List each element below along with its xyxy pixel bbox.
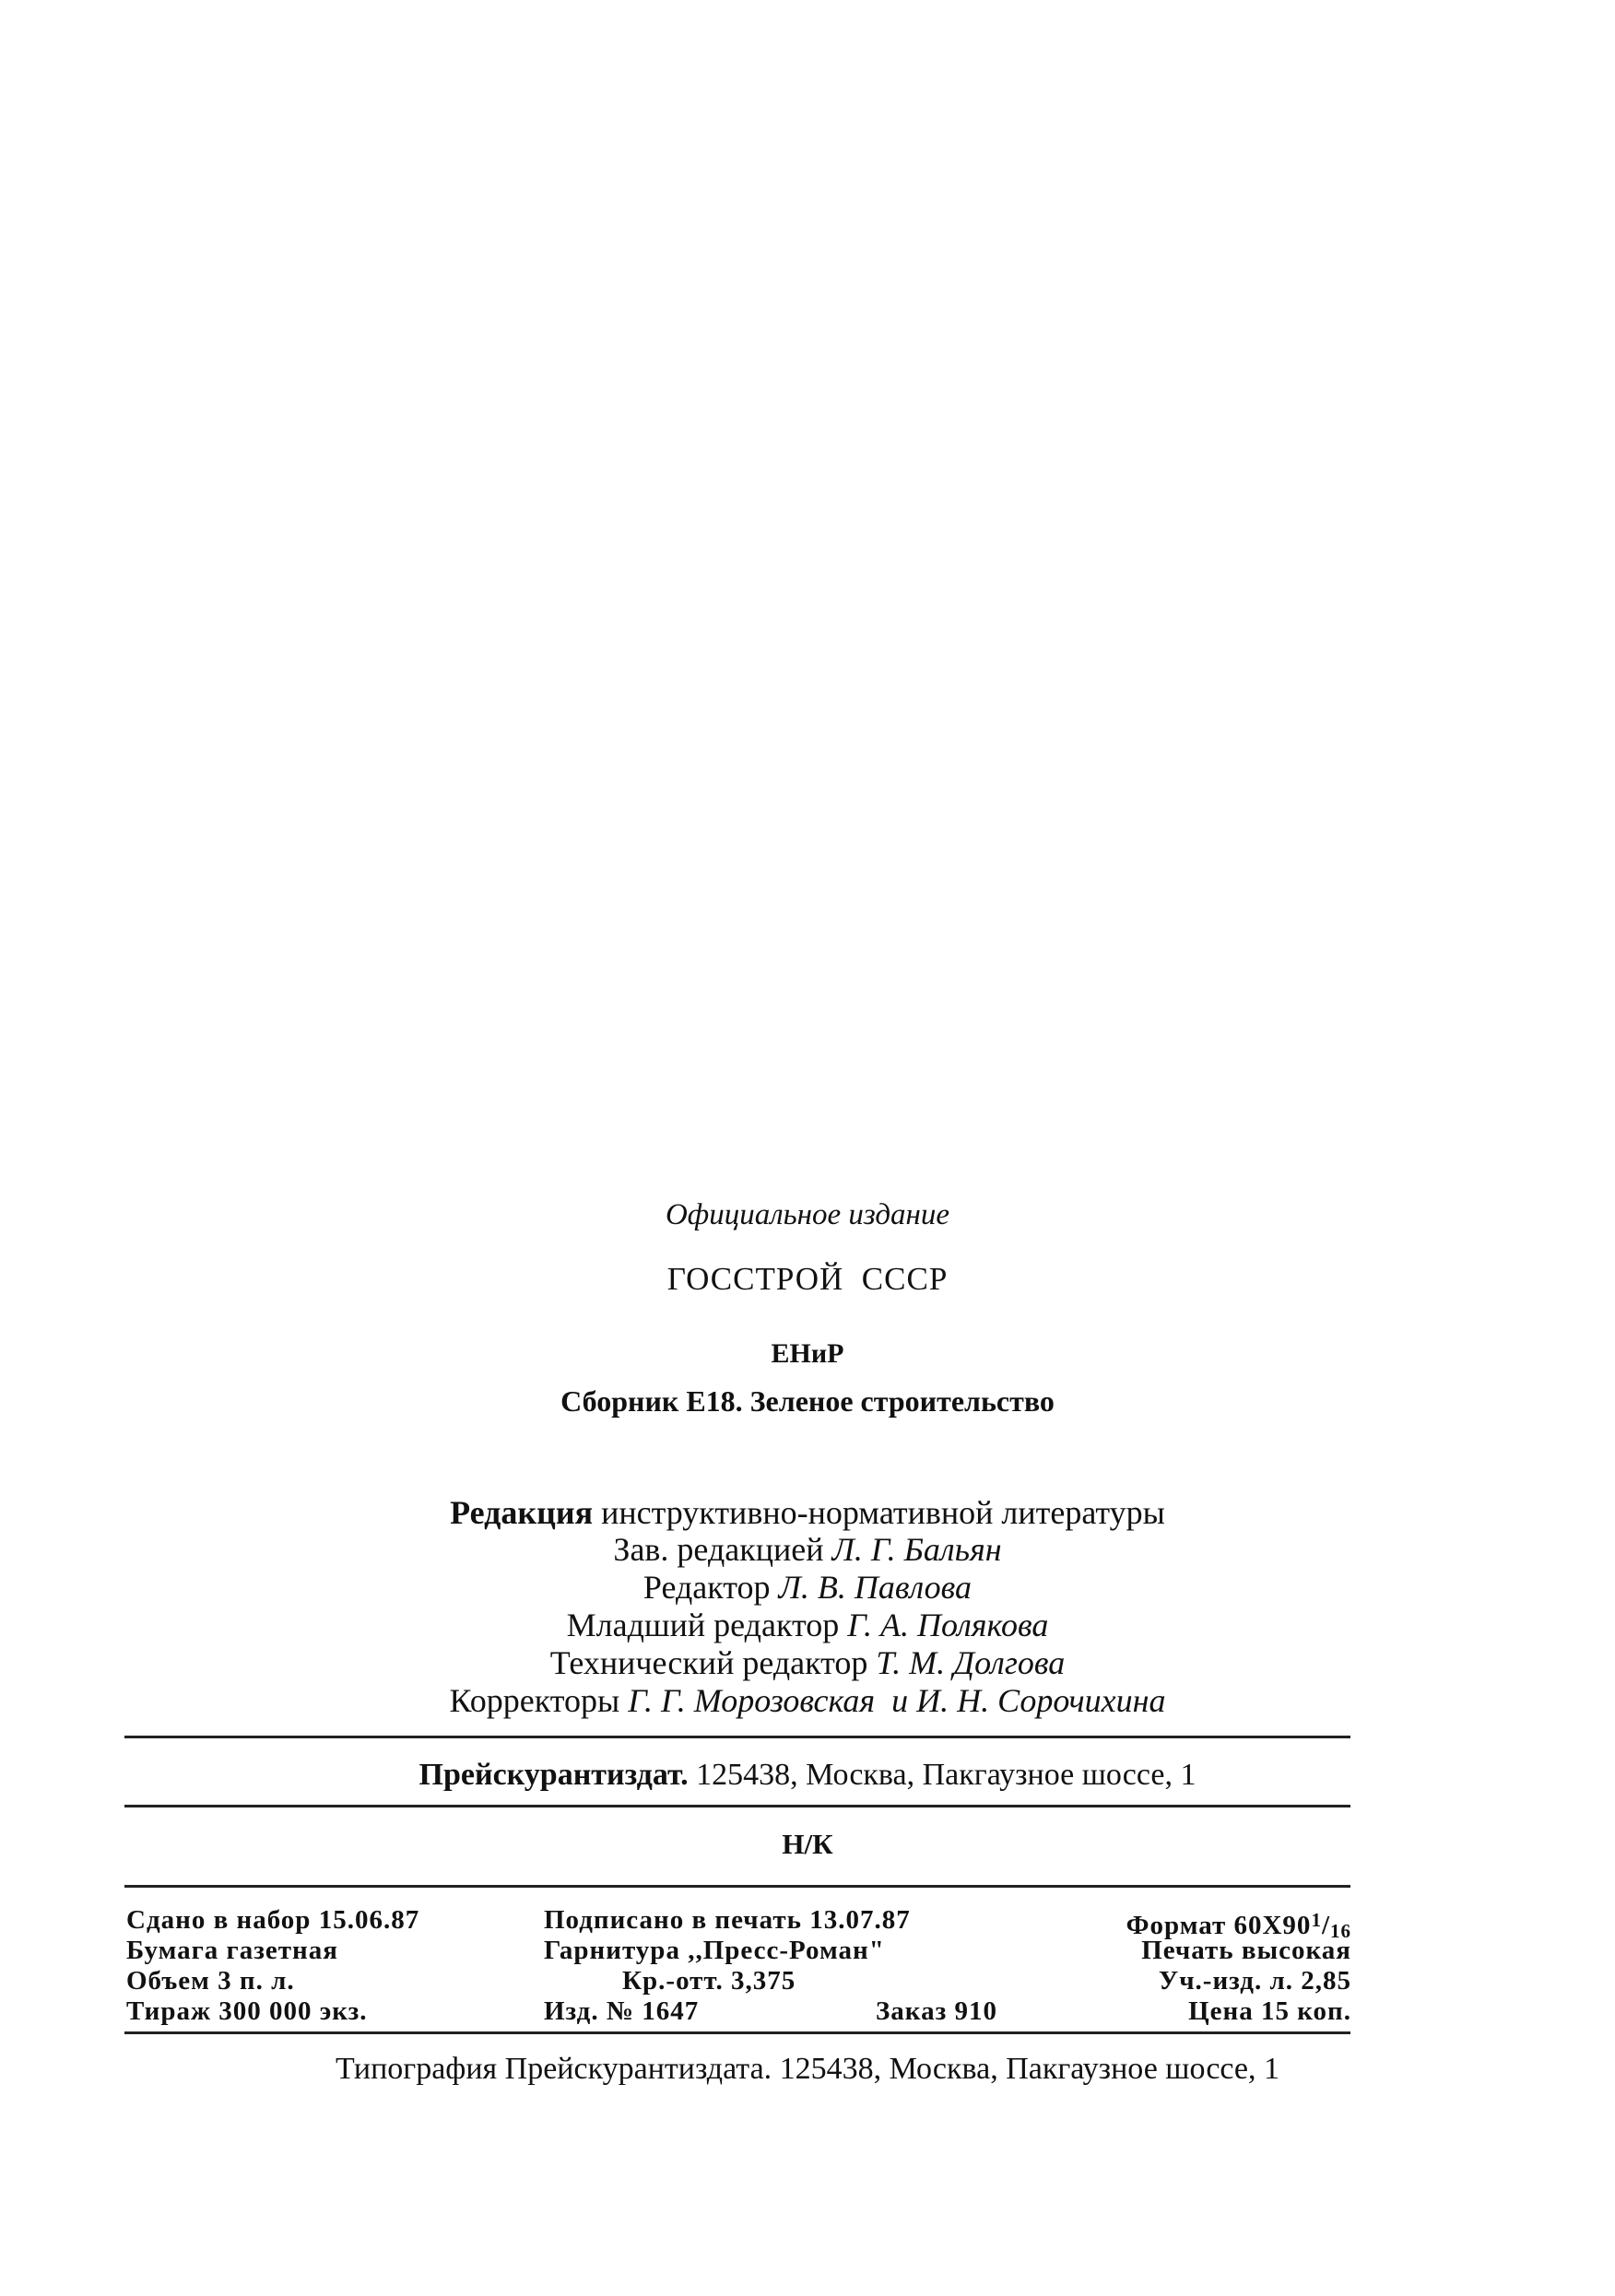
credit-name: Г. А. Полякова bbox=[847, 1607, 1049, 1643]
imprint-column-right bbox=[1023, 1906, 1351, 2028]
imprint-volume: Объем 3 п. л. bbox=[126, 1966, 295, 1996]
fraction-slash: / bbox=[1321, 1911, 1330, 1940]
credit-role: Редактор bbox=[642, 1569, 779, 1606]
imprint-typeset-date: Сдано в набор 15.06.87 bbox=[126, 1905, 420, 1935]
divider bbox=[124, 1885, 1350, 1888]
credit-name: Г. Г. Морозовская и И. Н. Сорочихина bbox=[628, 1682, 1166, 1719]
publisher-address: 125438, Москва, Пакгаузное шоссе, 1 bbox=[688, 1758, 1197, 1792]
divider bbox=[124, 1736, 1350, 1738]
credit-role: Технический редактор bbox=[549, 1644, 877, 1681]
editorial-office-line bbox=[0, 1493, 1615, 1532]
imprint-column-left bbox=[126, 1906, 513, 2028]
imprint-color-prints: Кр.-отт. 3,375 bbox=[622, 1966, 796, 1996]
imprint-edition-number: Изд. № 1647 bbox=[544, 1996, 700, 2026]
imprint-edition-row bbox=[544, 1997, 1023, 2028]
publisher-name: Прейскурантиздат. bbox=[418, 1758, 689, 1792]
editorial-office-bold: Редакция bbox=[450, 1494, 594, 1531]
imprint-order-number: Заказ 910 bbox=[876, 1996, 997, 2026]
credit-junior-editor bbox=[0, 1606, 1615, 1644]
credit-role: Корректоры bbox=[449, 1682, 629, 1719]
imprint-paper: Бумага газетная bbox=[126, 1936, 338, 1965]
credit-name: Т. М. Долгова bbox=[876, 1644, 1066, 1681]
imprint-print-run: Тираж 300 000 экз. bbox=[126, 1996, 368, 2026]
imprint-typeface: Гарнитура ,,Пресс-Роман" bbox=[544, 1936, 885, 1965]
imprint-printing-method: Печать высокая bbox=[1141, 1936, 1351, 1965]
credit-role: Зав. редакцией bbox=[613, 1531, 832, 1568]
printer-line: Типография Прейскурантиздата. 125438, Москва, Пакгаузное шоссе, 1 bbox=[335, 2052, 1280, 2086]
imprint-signed-date: Подписано в печать 13.07.87 bbox=[544, 1905, 911, 1935]
imprint-format bbox=[1023, 1906, 1351, 1942]
series-title: ЕНиР bbox=[771, 1338, 844, 1369]
credit-name: Л. Г. Бальян bbox=[831, 1531, 1002, 1568]
publication-code: Н/К bbox=[782, 1828, 833, 1860]
collection-title: Сборник Е18. Зеленое строительство bbox=[560, 1384, 1055, 1418]
credit-technical-editor bbox=[0, 1643, 1615, 1682]
official-edition-label: Официальное издание bbox=[665, 1198, 950, 1231]
agency-title: ГОССТРОЙ СССР bbox=[666, 1261, 949, 1297]
imprint-column-middle bbox=[544, 1906, 1023, 2028]
publisher-line bbox=[0, 1758, 1615, 1793]
imprint-format-denominator: 16 bbox=[1330, 1920, 1351, 1942]
imprint-format-prefix: Формат 60Х90 bbox=[1126, 1911, 1312, 1940]
editorial-office-rest: инструктивно-нормативной литературы bbox=[593, 1494, 1165, 1531]
credit-role: Младший редактор bbox=[566, 1607, 848, 1643]
credit-editor bbox=[0, 1568, 1615, 1607]
credit-proofreaders bbox=[0, 1681, 1615, 1720]
credit-name: Л. В. Павлова bbox=[778, 1569, 973, 1606]
divider bbox=[124, 1805, 1350, 1807]
imprint-publisher-sheets: Уч.-изд. л. 2,85 bbox=[1158, 1966, 1351, 1996]
imprint-price: Цена 15 коп. bbox=[1188, 1996, 1351, 2026]
divider bbox=[124, 2031, 1350, 2034]
imprint-format-numerator: 1 bbox=[1311, 1909, 1322, 1931]
credit-head-of-office bbox=[0, 1530, 1615, 1569]
